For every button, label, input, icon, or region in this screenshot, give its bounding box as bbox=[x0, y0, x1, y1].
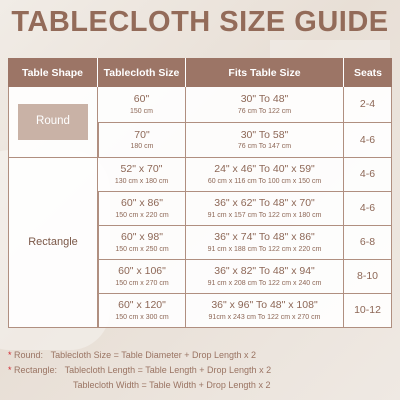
size-cm: 180 cm bbox=[130, 143, 154, 150]
table-row bbox=[8, 87, 392, 123]
size-cm: 150 cm x 270 cm bbox=[115, 279, 169, 287]
note-rect-formula-length: Tablecloth Length = Table Length + Drop Length x 2 bbox=[64, 365, 272, 375]
fits-inch: 30" To 48" bbox=[240, 93, 289, 106]
fits-inch: 30" To 58" bbox=[240, 128, 289, 141]
size-cm: 150 cm x 300 cm bbox=[115, 313, 169, 321]
note-rectangle bbox=[8, 363, 398, 378]
size-cell bbox=[98, 158, 186, 192]
fits-inch: 36" x 96" To 48" x 108" bbox=[211, 299, 318, 312]
fits-cell bbox=[186, 260, 344, 294]
fits-cell bbox=[186, 294, 344, 328]
fits-cell bbox=[186, 87, 344, 123]
fits-cm: 76 cm To 122 cm bbox=[237, 107, 292, 115]
note-round-formula: Tablecloth Size = Table Diameter + Drop Length x 2 bbox=[50, 350, 257, 360]
note-star: * bbox=[8, 365, 12, 375]
note-rectangle-width bbox=[8, 378, 398, 393]
seats-cell: 4-6 bbox=[344, 192, 392, 226]
size-cm: 130 cm x 180 cm bbox=[114, 177, 169, 185]
note-rect-formula-width: Tablecloth Width = Table Width + Drop Length x 2 bbox=[73, 380, 271, 390]
fits-inch: 36" x 62" To 48" x 70" bbox=[214, 197, 315, 210]
size-cm: 150 cm bbox=[130, 107, 153, 115]
seats-cell: 6-8 bbox=[344, 226, 392, 260]
formula-notes bbox=[8, 348, 398, 393]
column-header-seats: Seats bbox=[344, 58, 392, 87]
size-inch: 60" x 106" bbox=[118, 265, 166, 278]
size-cell bbox=[98, 260, 186, 294]
size-inch: 52" x 70" bbox=[120, 163, 163, 176]
size-cell bbox=[98, 87, 186, 123]
size-cell bbox=[98, 192, 186, 226]
size-inch: 60" bbox=[133, 93, 150, 106]
size-cell bbox=[98, 294, 186, 328]
size-inch: 60" x 86" bbox=[121, 197, 163, 210]
size-cell bbox=[98, 226, 186, 260]
table-header-row bbox=[8, 58, 392, 87]
fits-cm: 60 cm x 116 cm To 100 cm x 150 cm bbox=[207, 177, 322, 185]
size-inch: 70" bbox=[134, 128, 150, 141]
seats-cell: 2-4 bbox=[344, 87, 392, 123]
size-inch: 60" x 98" bbox=[121, 231, 163, 244]
fits-cell bbox=[186, 226, 344, 260]
column-header-size: Tablecloth Size bbox=[98, 58, 186, 87]
seats-cell: 4-6 bbox=[344, 158, 392, 192]
note-round bbox=[8, 348, 398, 363]
size-inch: 60" x 120" bbox=[118, 299, 166, 312]
fits-cm: 76 cm To 147 cm bbox=[237, 143, 292, 150]
note-star: * bbox=[8, 350, 12, 360]
size-guide-table bbox=[8, 58, 392, 328]
fits-inch: 24" x 46" To 40" x 59" bbox=[214, 163, 315, 176]
note-round-label: Round: bbox=[14, 350, 44, 360]
seats-cell: 4-6 bbox=[344, 123, 392, 158]
fits-cm: 91 cm x 157 cm To 122 cm x 180 cm bbox=[207, 211, 322, 219]
fits-inch: 36" x 74" To 48" x 86" bbox=[214, 231, 315, 244]
fits-cm: 91 cm x 188 cm To 122 cm x 220 cm bbox=[207, 245, 322, 253]
shape-label-rectangle: Rectangle bbox=[28, 235, 78, 248]
fits-cell bbox=[186, 158, 344, 192]
size-cm: 150 cm x 250 cm bbox=[115, 245, 169, 253]
fits-cell bbox=[186, 123, 344, 158]
shape-cell-rectangle bbox=[8, 158, 98, 328]
size-cell bbox=[98, 123, 186, 158]
seats-cell: 8-10 bbox=[344, 260, 392, 294]
size-cm: 150 cm x 220 cm bbox=[115, 211, 169, 219]
fits-inch: 36" x 82" To 48" x 94" bbox=[214, 265, 315, 278]
fits-cm: 91 cm x 208 cm To 122 cm x 240 cm bbox=[207, 279, 322, 287]
page-title: TABLECLOTH SIZE GUIDE bbox=[11, 6, 389, 38]
shape-label-round: Round bbox=[18, 104, 88, 139]
column-header-shape: Table Shape bbox=[8, 58, 98, 87]
column-header-fits: Fits Table Size bbox=[186, 58, 344, 87]
seats-cell: 10-12 bbox=[344, 294, 392, 328]
table-row bbox=[8, 158, 392, 192]
fits-cm: 91cm x 243 cm To 122 cm x 270 cm bbox=[208, 313, 321, 321]
shape-cell-round bbox=[8, 87, 98, 158]
note-rect-label: Rectangle: bbox=[14, 365, 58, 375]
fits-cell bbox=[186, 192, 344, 226]
